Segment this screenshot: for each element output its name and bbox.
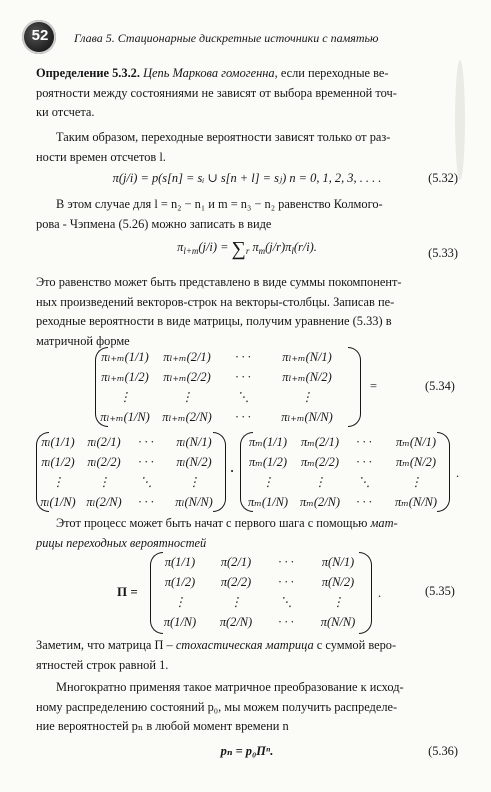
summation-sign: ∑ bbox=[231, 238, 246, 260]
matrix-row bbox=[95, 408, 361, 426]
matrix-row bbox=[36, 473, 226, 491]
matrix-row bbox=[36, 453, 226, 471]
matrix-cell: ⋱ bbox=[357, 475, 371, 489]
paragraph-5-line-2: ятностей строк равной 1. bbox=[36, 657, 169, 672]
matrix-equals-sign: = bbox=[370, 379, 377, 393]
matrix-row bbox=[240, 433, 450, 451]
definition-text-2: роятности между состояниями не зависят от выбора временной точ- bbox=[36, 85, 397, 100]
matrix-cell: ⋱ bbox=[279, 595, 293, 609]
matrix-cell: π(1/1) bbox=[164, 555, 196, 569]
matrix-cell: πₘ(N/2) bbox=[396, 455, 436, 469]
matrix-cell: ⋮ bbox=[331, 595, 345, 609]
matrix-row bbox=[150, 553, 372, 571]
matrix-cell: ⋮ bbox=[229, 595, 243, 609]
matrix-row bbox=[95, 348, 361, 366]
matrix-row bbox=[95, 368, 361, 386]
definition-text-1: если переходные ве- bbox=[280, 66, 389, 80]
running-head: Глава 5. Стационарные дискретные источники с памятью bbox=[74, 31, 379, 45]
paragraph-3-line-1: Это равенство может быть представлено в виде суммы покомпонент- bbox=[36, 275, 402, 289]
paragraph-5-line-1-start: Заметим, что матрица Π – bbox=[36, 638, 173, 652]
matrix-cell: ⋮ bbox=[51, 475, 65, 489]
matrix-cell: πₘ(2/N) bbox=[300, 495, 340, 509]
matrix-cell: · · · bbox=[235, 370, 251, 384]
matrix-cell: πₗ(2/1) bbox=[87, 435, 121, 449]
matrix-cell: πₘ(1/1) bbox=[249, 435, 287, 449]
matrix-cell: · · · bbox=[356, 455, 372, 469]
equation-5-35-number: (5.35) bbox=[425, 584, 455, 598]
matrix-cell: · · · bbox=[138, 435, 154, 449]
matrix-cell: πₗ₊ₘ(N/2) bbox=[282, 370, 332, 384]
summation-index: r bbox=[245, 246, 250, 256]
equation-5-36-body: pₙ = p₀Πⁿ. bbox=[220, 744, 274, 758]
definition-block bbox=[36, 64, 458, 123]
matrix-l-plus-m bbox=[95, 347, 361, 427]
matrix-cell: πₘ(1/N) bbox=[248, 495, 288, 509]
matrix-cell: πₘ(N/1) bbox=[396, 435, 436, 449]
definition-term: Цепь Маркова гомогенна, bbox=[143, 66, 278, 80]
eq-5-33-lhs-arg: (j/i) = bbox=[198, 240, 229, 254]
matrix-cell: πₗ₊ₘ(2/2) bbox=[163, 370, 211, 384]
matrix-cell: πₗ(N/N) bbox=[175, 495, 213, 509]
product-dot: · bbox=[230, 464, 235, 478]
matrix-cell: ⋮ bbox=[97, 475, 111, 489]
matrix-cell: π(1/2) bbox=[164, 575, 196, 589]
matrix-cell: · · · bbox=[138, 455, 154, 469]
paragraph-3 bbox=[36, 273, 458, 351]
matrix-cell: ⋮ bbox=[187, 475, 201, 489]
equation-5-36-number: (5.36) bbox=[428, 744, 458, 758]
eq-5-33-lhs-sub: l+m bbox=[183, 246, 199, 256]
matrix-cell: πₗ(2/2) bbox=[87, 455, 121, 469]
matrix-cell: ⋮ bbox=[300, 390, 314, 404]
matrix-cell: πₗ(1/N) bbox=[40, 495, 76, 509]
matrix-cell: ⋮ bbox=[180, 390, 194, 404]
equation-5-34-number: (5.34) bbox=[425, 379, 455, 393]
matrix-cell: πₗ₊ₘ(1/1) bbox=[101, 350, 149, 364]
matrix-pi-trail: . bbox=[378, 586, 382, 600]
equation-5-33-body bbox=[36, 238, 458, 262]
matrix-pi bbox=[150, 552, 372, 634]
matrix-cell: ⋮ bbox=[313, 475, 327, 489]
eq-5-33-rhs-arg-1: (j/r)π bbox=[265, 240, 292, 254]
matrix-cell: πₘ(2/2) bbox=[301, 455, 339, 469]
matrix-cell: πₗ(N/2) bbox=[176, 455, 212, 469]
matrix-cell: π(1/N) bbox=[163, 615, 197, 629]
equation-5-33-number: (5.33) bbox=[428, 246, 458, 260]
paragraph-3-line-2: ных произведений векторов-строк на векторы-столбцы. Записав пе- bbox=[36, 294, 395, 309]
matrix-cell: · · · bbox=[278, 575, 294, 589]
matrix-cell: πₗ(2/N) bbox=[86, 495, 122, 509]
definition-label: Определение 5.3.2. bbox=[36, 66, 140, 80]
matrix-cell: ⋮ bbox=[118, 390, 132, 404]
matrix-l bbox=[36, 432, 226, 512]
matrix-cell: · · · bbox=[138, 495, 154, 509]
eq-5-33-rhs: π bbox=[252, 240, 259, 254]
eq-5-33-lhs: π bbox=[177, 240, 184, 254]
matrix-cell: · · · bbox=[278, 615, 294, 629]
paragraph-2-line-1: В этом случае для l = n₂ − n₁ и m = n₃ − n₂ равенство Колмого- bbox=[56, 197, 383, 211]
matrix-cell: πₗ(N/1) bbox=[176, 435, 212, 449]
matrix-cell: · · · bbox=[278, 555, 294, 569]
page-number: 52 bbox=[31, 27, 49, 44]
matrix-row bbox=[36, 493, 226, 511]
matrix-cell: πₗ(1/1) bbox=[41, 435, 75, 449]
matrix-cell: π(N/2) bbox=[321, 575, 355, 589]
definition-text-3: ки отсчета. bbox=[36, 105, 95, 120]
paragraph-4-emphasis-1: мат- bbox=[370, 516, 398, 530]
matrix-cell: ⋱ bbox=[139, 475, 153, 489]
matrix-cell: π(N/N) bbox=[320, 615, 356, 629]
paragraph-5-emphasis: стохастическая матрица bbox=[175, 638, 314, 652]
matrix-cell: πₗ₊ₘ(1/2) bbox=[101, 370, 149, 384]
matrix-pi-label: Π = bbox=[117, 584, 138, 599]
matrix-cell: · · · bbox=[235, 410, 251, 424]
matrix-cell: πₗ(1/2) bbox=[41, 455, 75, 469]
paragraph-2 bbox=[36, 195, 458, 234]
paragraph-1 bbox=[36, 128, 458, 167]
matrix-cell: · · · bbox=[235, 350, 251, 364]
matrix-row bbox=[240, 453, 450, 471]
matrix-row bbox=[150, 573, 372, 591]
matrix-cell: πₗ₊ₘ(N/1) bbox=[282, 350, 332, 364]
matrix-cell: πₘ(N/N) bbox=[394, 495, 438, 509]
paragraph-6-line-2: ному распределению состояний p₀, мы можем получить распределе- bbox=[36, 699, 398, 714]
matrix-cell: πₗ₊ₘ(2/1) bbox=[163, 350, 211, 364]
matrix-row bbox=[95, 388, 361, 406]
paragraph-2-line-2: рова - Чэпмена (5.26) можно записать в виде bbox=[36, 216, 272, 231]
matrix-row bbox=[150, 593, 372, 611]
equation-5-33 bbox=[36, 238, 458, 268]
equation-5-32 bbox=[36, 169, 458, 191]
paragraph-3-line-4: матричной форме bbox=[36, 333, 130, 348]
paragraph-6-line-3: ние вероятностей pₙ в любой момент времени n bbox=[36, 719, 289, 734]
matrix-cell: ⋮ bbox=[173, 595, 187, 609]
eq-5-33-rhs-sub-2: l bbox=[291, 246, 294, 256]
matrix-cell: π(2/2) bbox=[220, 575, 252, 589]
matrix-cell: πₘ(1/2) bbox=[249, 455, 287, 469]
paragraph-4-emphasis-2: рицы переходных вероятностей bbox=[36, 535, 207, 550]
equation-5-32-body: π(j/i) = p(s[n] = sᵢ ∪ s[n + l] = sⱼ) n = 0, 1, 2, 3, . . . . bbox=[112, 171, 382, 185]
matrix-cell: ⋮ bbox=[261, 475, 275, 489]
eq-5-33-rhs-sub-1: m bbox=[258, 246, 266, 256]
matrix-cell: πₘ(2/1) bbox=[301, 435, 339, 449]
matrix-cell: ⋮ bbox=[409, 475, 423, 489]
paragraph-5 bbox=[36, 636, 458, 675]
matrix-cell: πₗ₊ₘ(2/N) bbox=[162, 410, 212, 424]
eq-5-33-rhs-arg-2: (r/i). bbox=[293, 240, 317, 254]
matrix-cell: πₗ₊ₘ(1/N) bbox=[100, 410, 150, 424]
matrix-cell: π(2/N) bbox=[219, 615, 253, 629]
matrix-cell: ⋱ bbox=[236, 390, 250, 404]
end-dot: . bbox=[456, 466, 460, 480]
matrix-cell: π(2/1) bbox=[220, 555, 252, 569]
page-header bbox=[22, 20, 482, 56]
paragraph-5-line-1-end: с суммой веро- bbox=[316, 638, 397, 652]
matrix-cell: πₗ₊ₘ(N/N) bbox=[281, 410, 333, 424]
equation-5-32-number: (5.32) bbox=[428, 171, 458, 185]
matrix-row bbox=[240, 473, 450, 491]
paragraph-1-line-2: ности времен отсчетов l. bbox=[36, 149, 166, 164]
paragraph-3-line-3: реходные вероятности в виде матрицы, получим уравнение (5.33) в bbox=[36, 314, 392, 329]
matrix-cell: · · · bbox=[356, 435, 372, 449]
matrix-cell: · · · bbox=[356, 495, 372, 509]
matrix-m bbox=[240, 432, 450, 512]
equation-5-36 bbox=[36, 742, 458, 764]
paragraph-4-line-1: Этот процесс может быть начат с первого шага с помощью bbox=[56, 516, 368, 530]
paragraph-6-line-1: Многократно применяя такое матричное преобразование к исход- bbox=[56, 680, 404, 694]
paragraph-1-line-1: Таким образом, переходные вероятности зависят только от раз- bbox=[56, 130, 391, 144]
matrix-cell: π(N/1) bbox=[321, 555, 355, 569]
paragraph-4 bbox=[36, 514, 458, 553]
matrix-row bbox=[36, 433, 226, 451]
matrix-row bbox=[150, 613, 372, 631]
paragraph-6 bbox=[36, 678, 458, 737]
matrix-row bbox=[240, 493, 450, 511]
